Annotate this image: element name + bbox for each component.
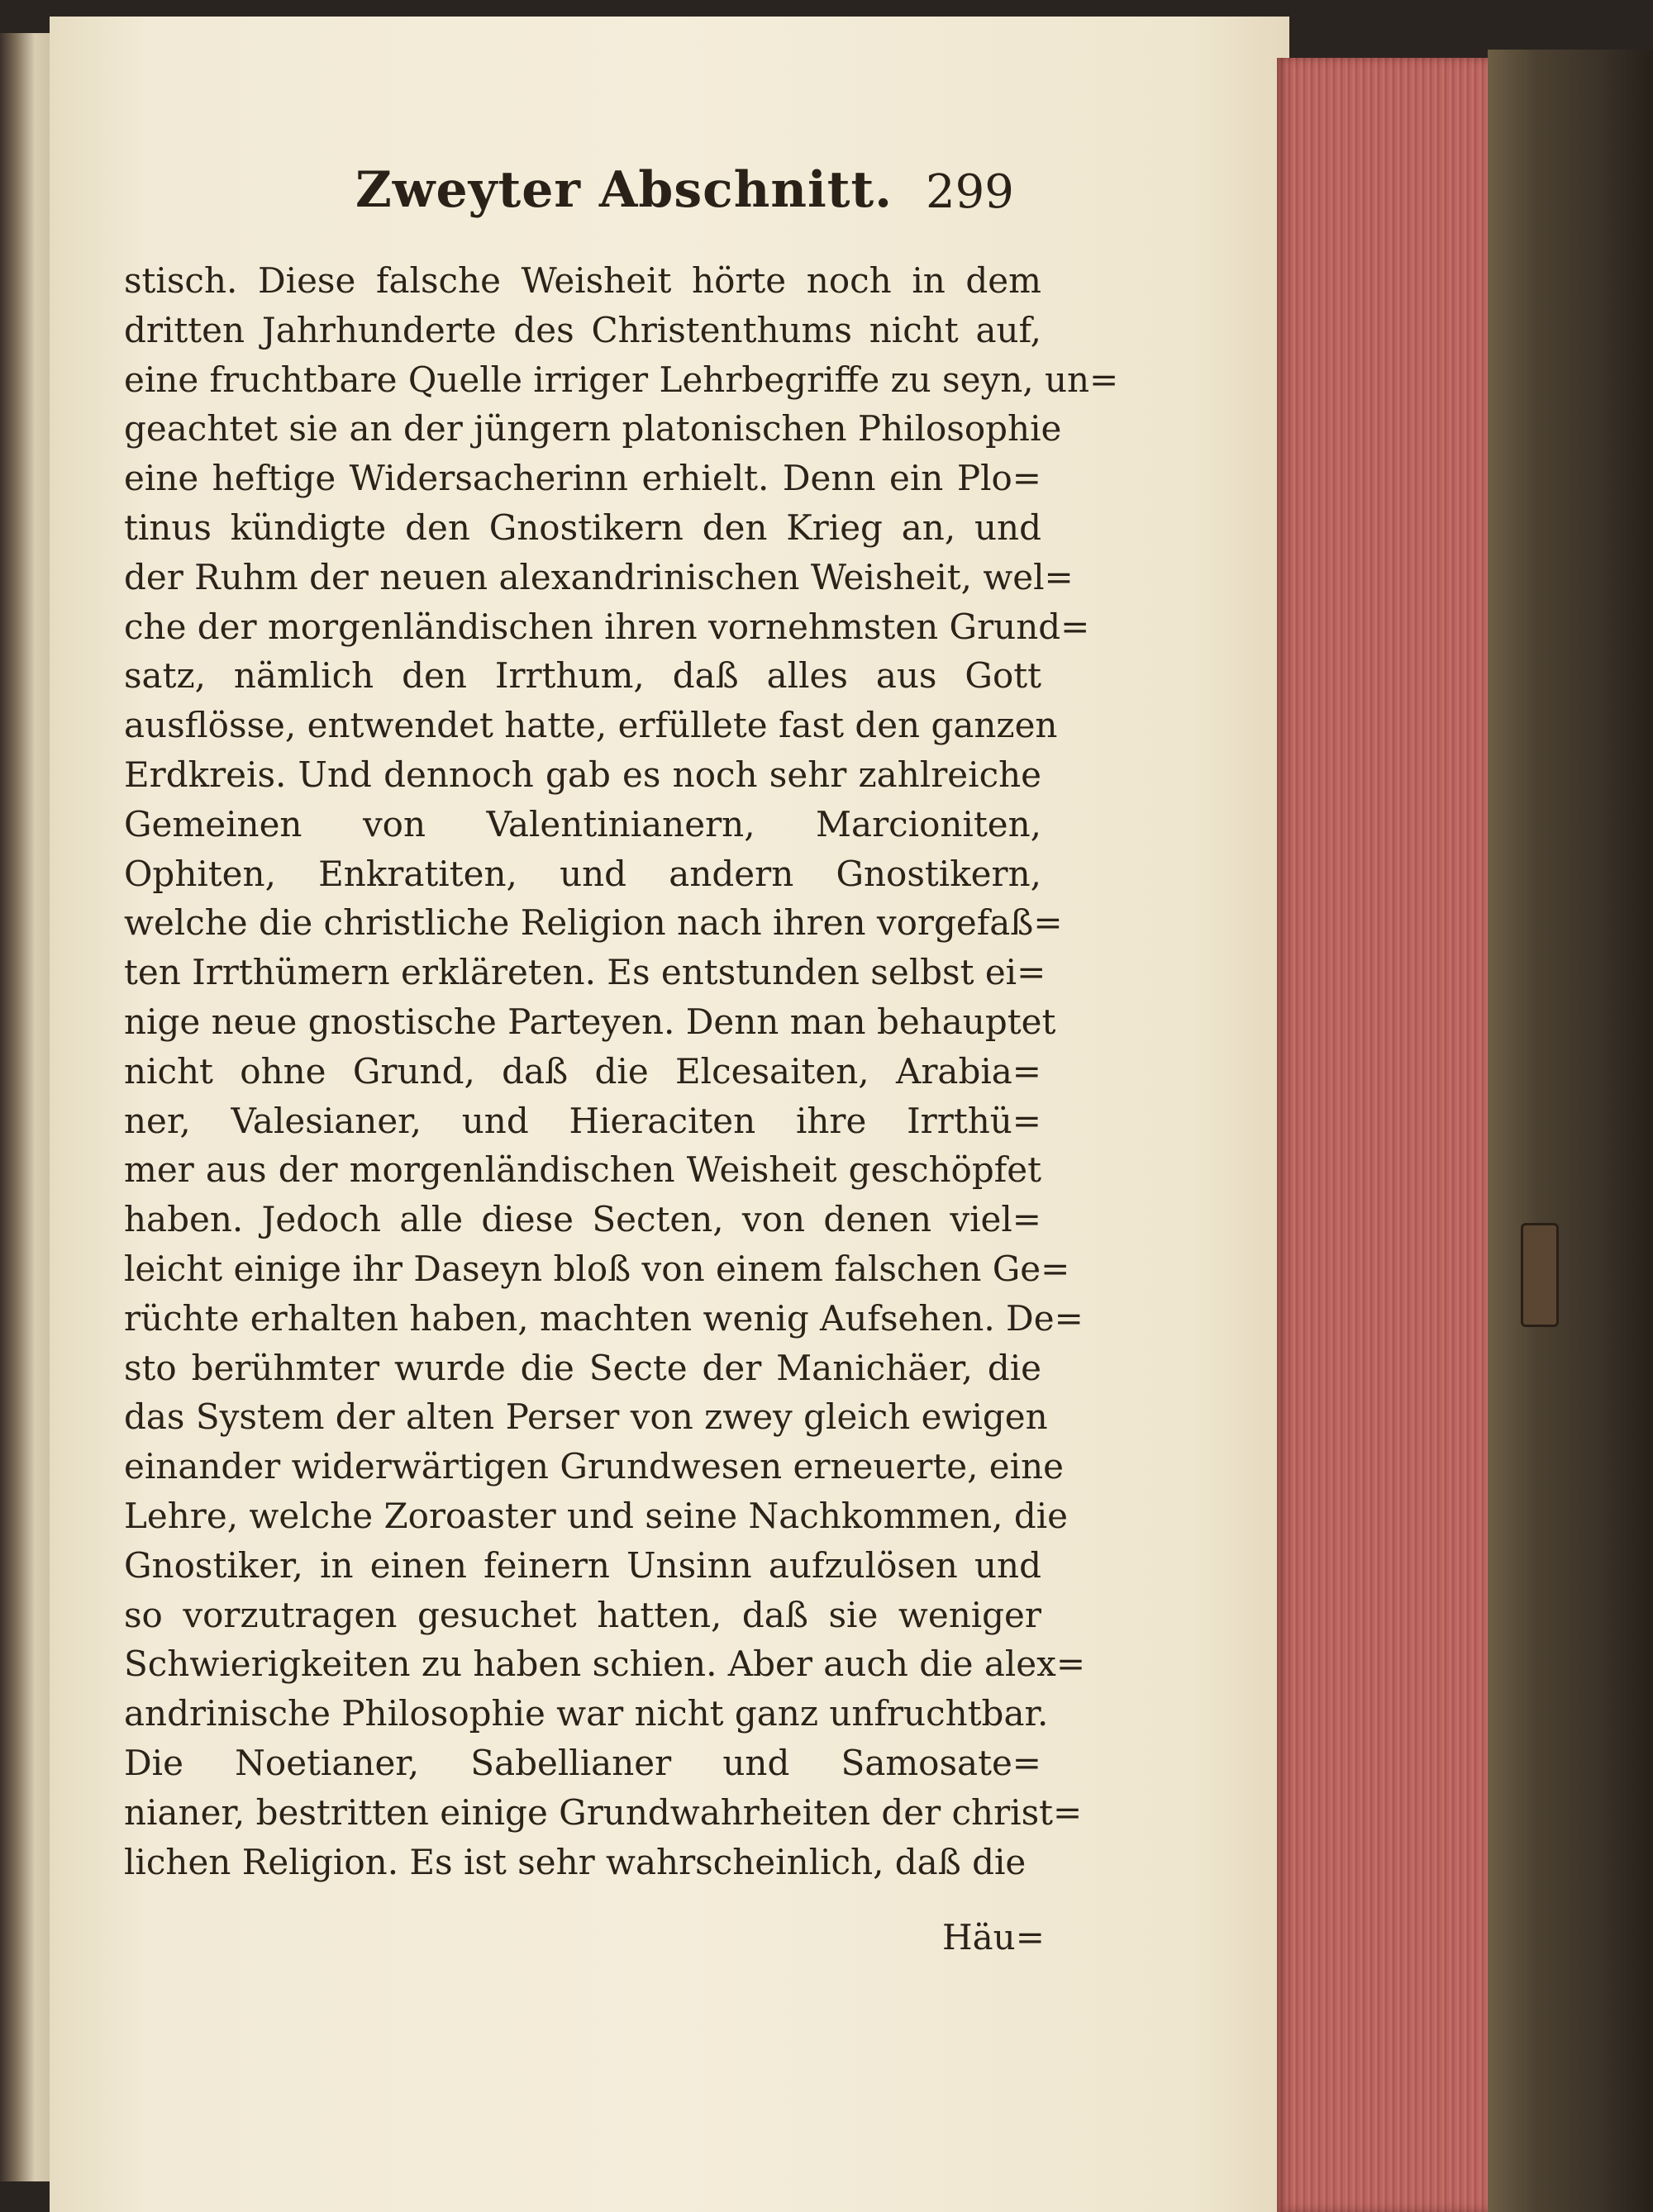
text-line: Lehre, welche Zoroaster und seine Nachkommen, die <box>124 1495 1068 1536</box>
text-line: haben. Jedoch alle diese Secten, von denen viel= <box>124 1199 1041 1240</box>
text-line: rüchte erhalten haben, machten wenig Aufsehen. De= <box>124 1297 1084 1339</box>
text-line: dritten Jahrhunderte des Christenthums nicht auf, <box>124 309 1041 350</box>
text-line: Gemeinen von Valentinianern, Marcioniten, <box>124 803 1041 844</box>
text-line: Schwierigkeiten zu haben schien. Aber auch die alex= <box>124 1644 1086 1685</box>
text-line: ten Irrthümern erkläreten. Es entstunden selbst ei= <box>124 952 1046 993</box>
running-header: Zweyter Abschnitt. <box>355 161 893 219</box>
text-line: das System der alten Perser von zwey gleich ewigen <box>124 1396 1048 1438</box>
text-line: che der morgenländischen ihren vornehmsten Grund= <box>124 606 1090 647</box>
text-line: Erdkreis. Und dennoch gab es noch sehr zahlreiche <box>124 754 1041 795</box>
text-line: ausflösse, entwendet hatte, erfüllete fast den ganzen <box>124 705 1058 746</box>
text-line: ner, Valesianer, und Hieraciten ihre Irrthü= <box>124 1100 1041 1141</box>
text-line: andrinische Philosophie war nicht ganz unfruchtbar. <box>124 1693 1049 1734</box>
text-line: satz, nämlich den Irrthum, daß alles aus Gott <box>124 655 1041 697</box>
text-line: geachtet sie an der jüngern platonischen Philosophie <box>124 408 1062 450</box>
text-line: tinus kündigte den Gnostikern den Krieg an, und <box>124 507 1041 548</box>
text-line: sto berühmter wurde die Secte der Manichäer, die <box>124 1347 1041 1388</box>
text-line: nianer, bestritten einige Grundwahrheiten der christ= <box>124 1791 1083 1833</box>
text-line: Ophiten, Enkratiten, und andern Gnostikern, <box>124 853 1041 894</box>
text-line: der Ruhm der neuen alexandrinischen Weisheit, wel= <box>124 556 1074 597</box>
book-cover <box>1488 50 1653 2212</box>
text-line: Gnostiker, in einen feinern Unsinn aufzulösen und <box>124 1544 1041 1586</box>
text-line: nicht ohne Grund, daß die Elcesaiten, Arabia= <box>124 1050 1041 1092</box>
text-line: eine heftige Widersacherinn erhielt. Denn ein Plo= <box>124 458 1041 499</box>
text-line: Die Noetianer, Sabellianer und Samosate= <box>124 1742 1041 1783</box>
catchword: Häu= <box>942 1917 1045 1958</box>
body-text <box>124 256 1119 1886</box>
text-line: lichen Religion. Es ist sehr wahrscheinlich, daß die <box>124 1841 1027 1882</box>
text-line: einander widerwärtigen Grundwesen erneuerte, eine <box>124 1446 1064 1487</box>
text-line: nige neue gnostische Parteyen. Denn man behauptet <box>124 1001 1056 1042</box>
bookmark-tab <box>1521 1223 1559 1327</box>
left-page-edge <box>0 33 50 2181</box>
text-line: mer aus der morgenländischen Weisheit geschöpfet <box>124 1149 1041 1191</box>
page-block-edge <box>1277 58 1504 2212</box>
text-line: stisch. Diese falsche Weisheit hörte noch in dem <box>124 260 1041 301</box>
page-number: 299 <box>926 165 1014 219</box>
text-line: eine fruchtbare Quelle irriger Lehrbegriffe zu seyn, un= <box>124 359 1119 400</box>
text-line: leicht einige ihr Daseyn bloß von einem falschen Ge= <box>124 1248 1070 1289</box>
text-line: welche die christliche Religion nach ihren vorgefaß= <box>124 902 1063 944</box>
text-line: so vorzutragen gesuchet hatten, daß sie weniger <box>124 1594 1041 1635</box>
